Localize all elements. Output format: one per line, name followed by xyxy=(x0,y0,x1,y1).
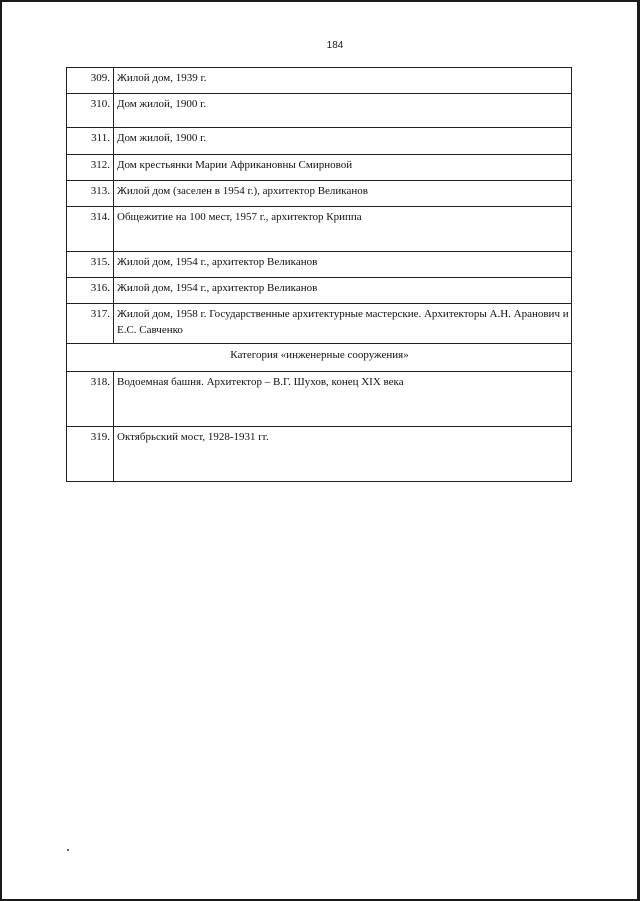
page-number: 184 xyxy=(326,40,344,51)
row-description: Дом жилой, 1900 г. xyxy=(114,94,572,128)
row-description: Жилой дом, 1958 г. Государственные архитектурные мастерские. Архитекторы А.Н. Аранович и Е.С. Савченко xyxy=(114,304,572,344)
category-row xyxy=(67,344,572,372)
table-row xyxy=(67,304,572,344)
table-row xyxy=(67,68,572,94)
row-number: 313. xyxy=(67,181,114,207)
table-row xyxy=(67,94,572,128)
row-number: 314. xyxy=(67,207,114,252)
row-description: Дом крестьянки Марии Африкановны Смирновой xyxy=(114,155,572,181)
table-row xyxy=(67,207,572,252)
table-row xyxy=(67,155,572,181)
table-row xyxy=(67,252,572,278)
heritage-registry-table xyxy=(66,67,572,482)
row-description: Дом жилой, 1900 г. xyxy=(114,128,572,155)
row-description: Общежитие на 100 мест, 1957 г., архитектор Криппа xyxy=(114,207,572,252)
row-number: 312. xyxy=(67,155,114,181)
row-description: Водоемная башня. Архитектор – В.Г. Шухов, конец XIX века xyxy=(114,372,572,427)
table-row xyxy=(67,427,572,482)
row-number: 319. xyxy=(67,427,114,482)
row-number: 309. xyxy=(67,68,114,94)
row-description: Жилой дом (заселен в 1954 г.), архитектор Великанов xyxy=(114,181,572,207)
row-number: 317. xyxy=(67,304,114,344)
table-row xyxy=(67,181,572,207)
table-row xyxy=(67,278,572,304)
row-description: Жилой дом, 1939 г. xyxy=(114,68,572,94)
row-number: 315. xyxy=(67,252,114,278)
page-edge-left xyxy=(0,0,2,901)
row-number: 311. xyxy=(67,128,114,155)
row-number: 310. xyxy=(67,94,114,128)
row-number: 316. xyxy=(67,278,114,304)
page-edge-top xyxy=(0,0,640,2)
row-description: Жилой дом, 1954 г., архитектор Великанов xyxy=(114,252,572,278)
row-description: Жилой дом, 1954 г., архитектор Великанов xyxy=(114,278,572,304)
scan-speck xyxy=(67,849,69,851)
category-heading: Категория «инженерные сооружения» xyxy=(67,344,572,372)
row-number: 318. xyxy=(67,372,114,427)
table-row xyxy=(67,372,572,427)
table-row xyxy=(67,128,572,155)
row-description: Октябрьский мост, 1928-1931 гг. xyxy=(114,427,572,482)
